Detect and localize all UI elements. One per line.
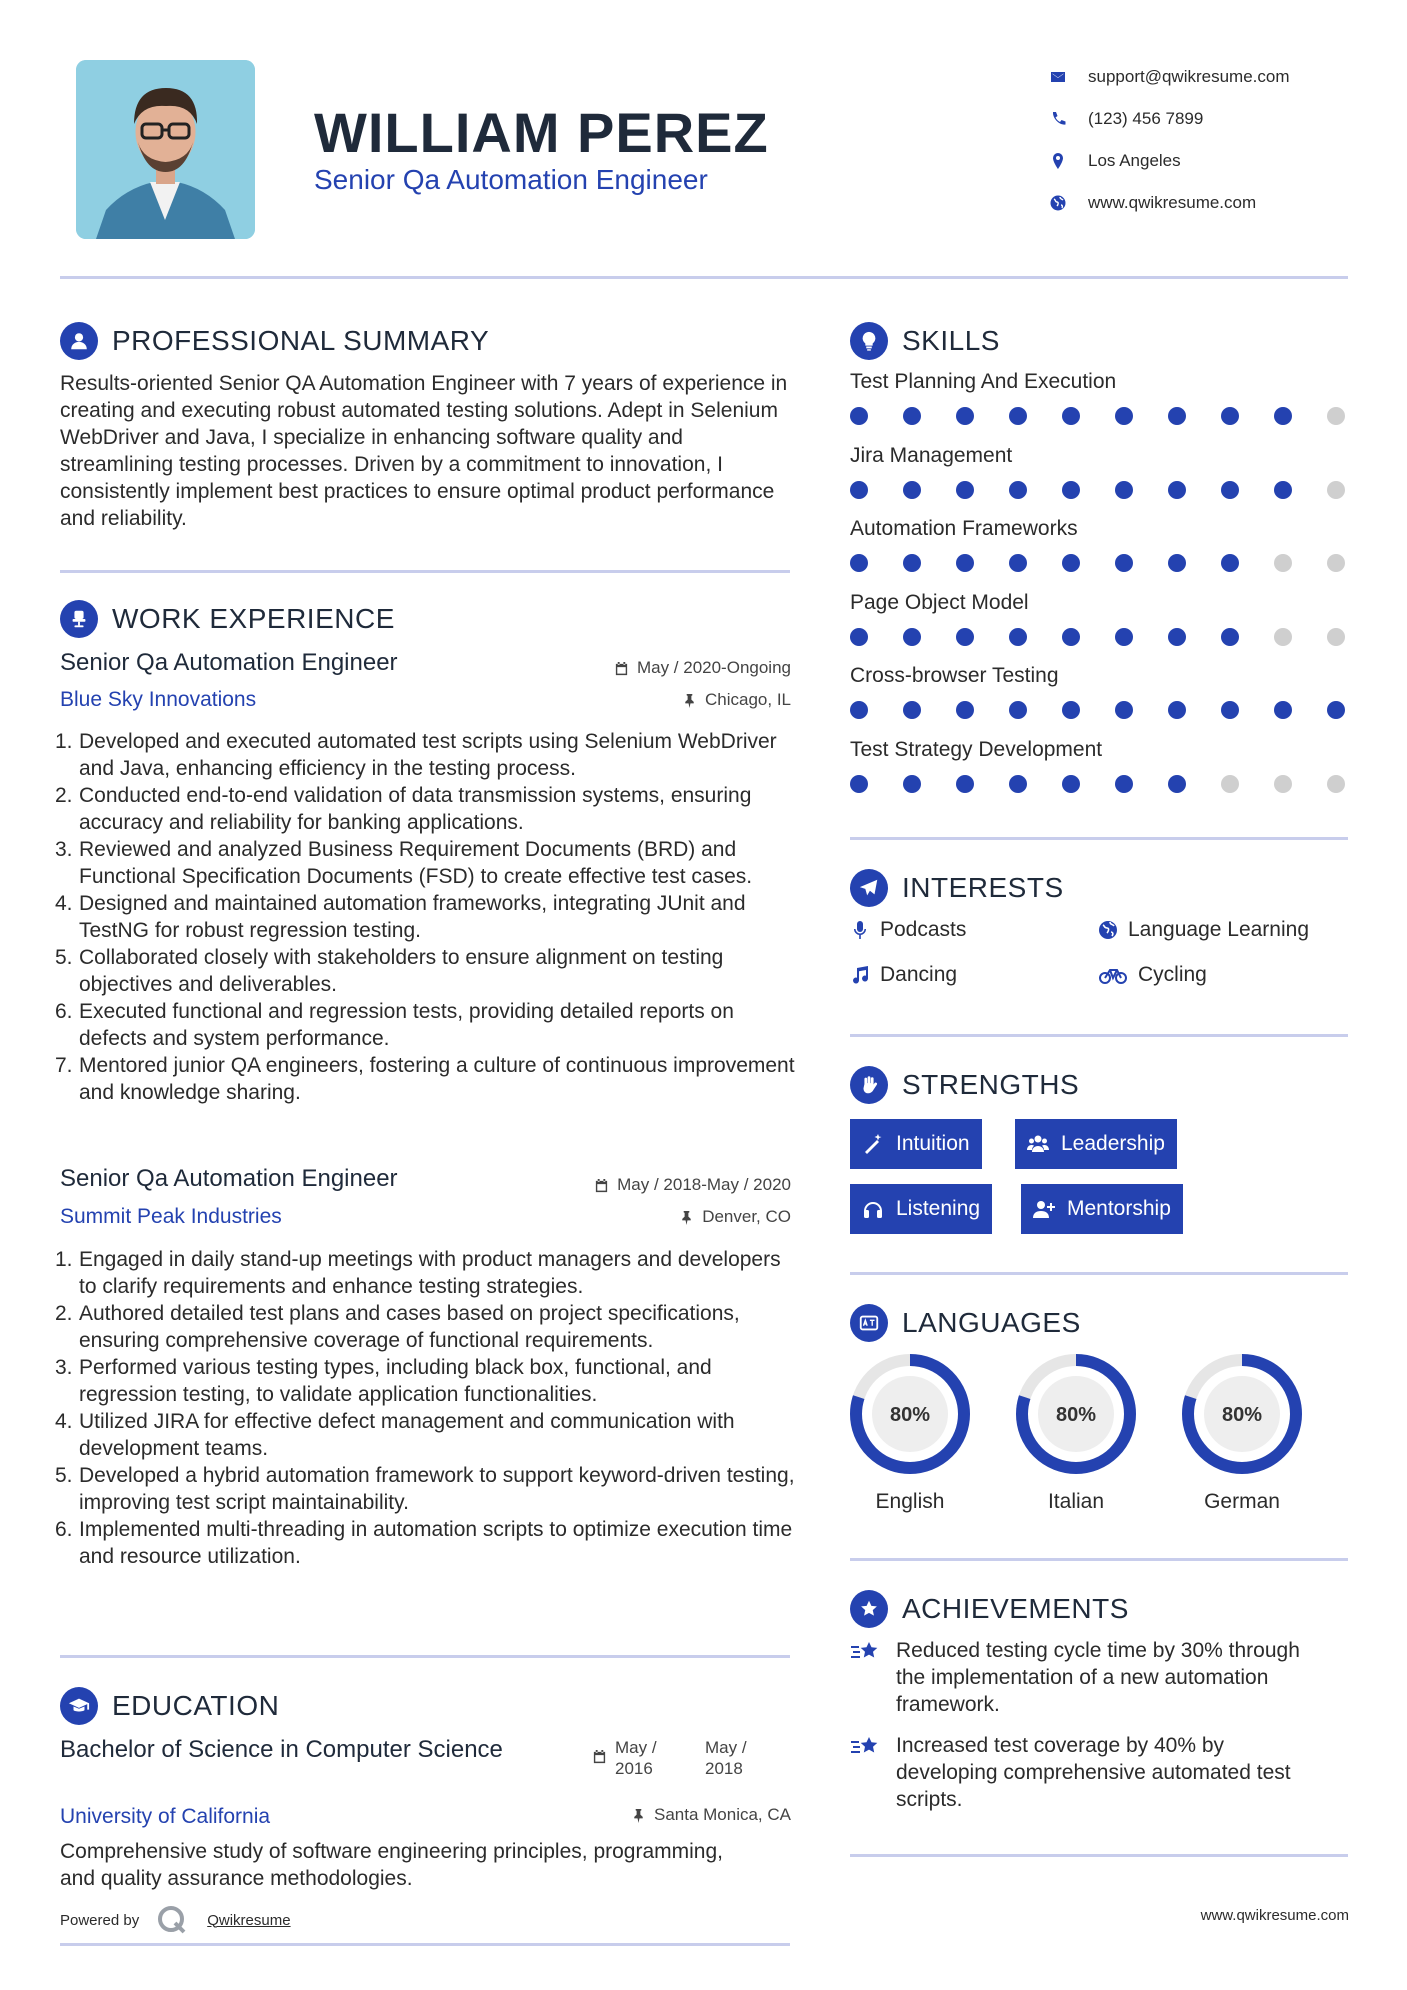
envelope-icon [1050,69,1088,85]
language-name: Italian [1047,1490,1105,1513]
rating-dot-filled [1221,554,1239,572]
rating-dot-filled [1062,407,1080,425]
rating-dot-filled [1009,554,1027,572]
rating-dot-filled [1327,701,1345,719]
pushpin-icon [682,693,697,708]
music-note-icon [850,965,870,985]
job-1-bullets [55,728,800,1106]
skill-name: Jira Management [850,443,1013,467]
candidate-title: Senior Qa Automation Engineer [314,164,708,195]
rating-dot-filled [1168,554,1186,572]
achievements-divider [850,1854,1348,1857]
rating-dot-filled [956,481,974,499]
map-pin-icon [1050,153,1088,169]
education-date-end: May / 2018 [705,1738,747,1778]
rating-dot-filled [956,554,974,572]
rating-dot-filled [903,775,921,793]
strength-listening-label: Listening [896,1197,981,1220]
skill-rating [850,481,1350,501]
achievement-item [850,1732,1320,1813]
rating-dot-filled [1168,775,1186,793]
languages-divider [850,1558,1348,1561]
strengths-divider [850,1272,1348,1275]
star-badge-icon [850,1590,888,1628]
rating-dot-filled [1115,701,1133,719]
interest-dancing-label: Dancing [880,963,958,986]
phone-icon [1050,111,1088,127]
job-2-company: Summit Peak Industries [60,1205,282,1228]
language-item [1014,1352,1138,1514]
powered-by [60,1903,291,1937]
interest-dancing [850,963,957,987]
summary-title: PROFESSIONAL SUMMARY [112,325,490,356]
job-bullet: 6. Implemented multi-threading in automation scripts to optimize execution time and resource utilization. [55,1518,793,1568]
education-date [592,1737,761,1779]
rating-dot-filled [956,407,974,425]
paper-plane-icon [850,869,888,907]
rating-dot-filled [903,481,921,499]
achievements-heading [850,1590,1129,1628]
rating-dot-empty [1274,628,1292,646]
education-heading [60,1687,279,1725]
skill-name: Page Object Model [850,590,1029,614]
summary-heading [60,322,489,360]
rating-dot-filled [1009,481,1027,499]
rating-dot-filled [903,554,921,572]
skill-rating [850,407,1350,427]
job-bullet: 4. Utilized JIRA for effective defect management and communication with development teams. [55,1410,735,1460]
achievement-text-2: Increased test coverage by 40% by developing comprehensive automated test scripts. [896,1734,1291,1811]
rating-dot-empty [1327,554,1345,572]
language-name: German [1204,1490,1280,1513]
contact-email[interactable] [1050,56,1380,98]
strength-leadership [1015,1119,1177,1169]
rating-dot-filled [850,481,868,499]
interest-language-learning-label: Language Learning [1128,918,1310,941]
school-name: University of California [60,1805,271,1828]
skill-rating [850,628,1350,648]
globe-icon [1098,920,1118,940]
achievement-item [850,1637,1320,1718]
rating-dot-filled [956,775,974,793]
education-description: Comprehensive study of software engineering principles, programming, and quality assurance methodologies. [60,1840,723,1890]
contact-phone[interactable] [1050,98,1380,140]
calendar-icon [594,1178,609,1193]
rating-dot-filled [1062,628,1080,646]
contact-location-text: Los Angeles [1088,151,1181,170]
rating-dot-filled [956,628,974,646]
interest-podcasts-label: Podcasts [880,918,967,941]
powered-by-label: Powered by [60,1911,140,1929]
language-percent: 80% [889,1404,931,1426]
strength-leadership-label: Leadership [1061,1132,1165,1155]
footer-divider [60,1943,790,1946]
globe-icon [1050,195,1088,211]
languages-title: LANGUAGES [902,1307,1081,1338]
skill-name: Test Planning And Execution [850,370,1117,393]
rating-dot-empty [1327,628,1345,646]
qwikresume-link[interactable]: Qwikresume [207,1911,291,1929]
strength-mentorship-label: Mentorship [1067,1197,1171,1220]
headphones-icon [862,1198,884,1220]
language-donut [1014,1352,1138,1476]
strength-mentorship [1021,1184,1183,1234]
rating-dot-filled [1115,407,1133,425]
job-bullet: 7. Mentored junior QA engineers, fostering a culture of continuous improvement and knowledge sharing. [55,1054,795,1104]
interest-cycling [1098,963,1207,987]
rating-dot-filled [1221,628,1239,646]
rating-dot-filled [1062,554,1080,572]
rating-dot-filled [1168,407,1186,425]
skills-heading [850,322,1000,360]
rating-dot-filled [1274,481,1292,499]
rating-dot-filled [1009,628,1027,646]
language-item [848,1352,972,1514]
job-bullet: 1. Developed and executed automated test scripts using Selenium WebDriver and Java, enhancing efficiency in the testing process. [55,730,777,780]
degree-title: Bachelor of Science in Computer Science [60,1736,503,1763]
candidate-name: WILLIAM PEREZ [314,101,769,164]
education-date-start: May / 2016 [615,1738,657,1778]
rating-dot-filled [1274,701,1292,719]
education-location [631,1805,791,1825]
rating-dot-filled [1009,701,1027,719]
rating-dot-empty [1274,554,1292,572]
bicycle-icon [1098,965,1128,985]
magic-wand-icon [862,1133,884,1155]
interest-cycling-label: Cycling [1138,963,1207,986]
calendar-icon [614,661,629,676]
chair-icon [60,600,98,638]
interest-podcasts [850,918,966,942]
strength-intuition [850,1119,982,1169]
skills-divider [850,837,1348,840]
rating-dot-filled [1221,701,1239,719]
job-bullet: 1. Engaged in daily stand-up meetings with product managers and developers to clarify requirements and enhance testing strategies. [55,1248,781,1298]
skill-name: Test Strategy Development [850,737,1103,761]
qwikresume-logo-icon [155,1903,189,1937]
rating-dot-filled [1115,554,1133,572]
rating-dot-filled [1062,775,1080,793]
education-title: EDUCATION [112,1690,280,1721]
skill-rating [850,775,1350,795]
rating-dot-filled [1115,481,1133,499]
job-1-date-text: May / 2020-Ongoing [636,658,791,677]
job-bullet: 2. Conducted end-to-end validation of data transmission systems, ensuring accuracy and reliability for banking applications. [55,784,752,834]
job-2-date [594,1175,791,1195]
rating-dot-filled [1168,481,1186,499]
rating-dot-empty [1327,407,1345,425]
microphone-icon [850,920,870,940]
rating-dot-filled [1062,701,1080,719]
strength-listening [850,1184,992,1234]
rating-dot-filled [850,701,868,719]
job-bullet: 2. Authored detailed test plans and cases based on project specifications, ensuring comprehensive coverage of functional requirements. [55,1302,740,1352]
strengths-title: STRENGTHS [902,1069,1080,1100]
rating-dot-filled [1168,628,1186,646]
hand-icon [850,1066,888,1104]
language-donut [848,1352,972,1476]
strength-intuition-label: Intuition [896,1132,970,1155]
job-1-role: Senior Qa Automation Engineer [60,649,398,676]
job-bullet: 5. Developed a hybrid automation framework to support keyword-driven testing, improving test script maintainability. [55,1464,795,1514]
job-1-company: Blue Sky Innovations [60,688,257,711]
rating-dot-empty [1221,775,1239,793]
work-title: WORK EXPERIENCE [112,603,395,634]
rating-dot-filled [956,701,974,719]
job-bullet: 4. Designed and maintained automation frameworks, integrating JUnit and TestNG for robust regression testing. [55,892,746,942]
job-2-date-text: May / 2018-May / 2020 [617,1175,791,1194]
work-heading [60,600,395,638]
summary-text: Results-oriented Senior QA Automation Engineer with 7 years of experience in creating and executing robust automated testing solutions. Adept in Selenium WebDriver and Java, I specialize in enhancing software quality and streamlining testing processes. Driven by a commitment to innovation, I consistently implement best practices to ensure optimal product performance and reliability. [60,372,788,530]
job-1-location [682,690,791,710]
contact-website-text: www.qwikresume.com [1088,193,1257,212]
job-bullet: 3. Performed various testing types, including black box, functional, and regression testing, to validate application functionalities. [55,1356,712,1406]
lightbulb-icon [850,322,888,360]
rating-dot-empty [1327,775,1345,793]
rating-dot-filled [1274,407,1292,425]
interests-title: INTERESTS [902,872,1064,903]
users-icon [1027,1133,1049,1155]
job-bullet: 6. Executed functional and regression tests, providing detailed reports on defects and system performance. [55,1000,734,1050]
interests-divider [850,1034,1348,1037]
language-name: English [875,1490,945,1513]
rating-dot-filled [903,701,921,719]
graduation-cap-icon [60,1687,98,1725]
rating-dot-filled [850,554,868,572]
work-divider [60,1655,790,1658]
rating-dot-filled [1168,701,1186,719]
calendar-icon [592,1749,607,1764]
shooting-star-icon [850,1639,882,1667]
job-2-bullets [55,1246,800,1570]
language-percent: 80% [1055,1404,1097,1426]
rating-dot-filled [1221,407,1239,425]
rating-dot-empty [1274,775,1292,793]
rating-dot-filled [1062,481,1080,499]
achievement-text-1: Reduced testing cycle time by 30% through the implementation of a new automation framework. [896,1639,1300,1716]
profile-photo [76,60,255,239]
skills-title: SKILLS [902,325,1000,356]
pushpin-icon [679,1210,694,1225]
strengths-heading [850,1066,1079,1104]
language-item [1180,1352,1304,1514]
pushpin-icon [631,1808,646,1823]
language-percent: 80% [1221,1404,1263,1426]
interest-language-learning [1098,918,1309,942]
contact-list [1050,56,1380,224]
user-icon [60,322,98,360]
rating-dot-filled [1115,775,1133,793]
rating-dot-filled [1009,775,1027,793]
header-divider [60,276,1348,279]
job-2-role: Senior Qa Automation Engineer [60,1165,398,1192]
skill-name: Automation Frameworks [850,517,1078,540]
contact-email-text: support@qwikresume.com [1088,67,1290,86]
skill-rating [850,701,1350,721]
interests-heading [850,869,1064,907]
rating-dot-filled [903,407,921,425]
job-bullet: 5. Collaborated closely with stakeholders to ensure alignment on testing objectives and deliverables. [55,946,724,996]
rating-dot-filled [903,628,921,646]
rating-dot-filled [1221,481,1239,499]
summary-divider [60,570,790,573]
language-card-icon [850,1304,888,1342]
rating-dot-filled [1115,628,1133,646]
skill-rating [850,554,1350,574]
footer-website[interactable]: www.qwikresume.com [1200,1907,1349,1924]
rating-dot-empty [1327,481,1345,499]
contact-phone-text: (123) 456 7899 [1088,109,1204,128]
education-location-text: Santa Monica, CA [653,1805,791,1824]
job-2-location-text: Denver, CO [702,1207,791,1226]
rating-dot-filled [850,407,868,425]
contact-website[interactable] [1050,182,1380,224]
rating-dot-filled [850,775,868,793]
job-bullet: 3. Reviewed and analyzed Business Requirement Documents (BRD) and Functional Specification Documents (FSD) to create effective test cases. [55,838,753,888]
rating-dot-filled [850,628,868,646]
shooting-star-icon [850,1734,882,1762]
job-1-date [614,658,791,678]
contact-location [1050,140,1380,182]
achievements-title: ACHIEVEMENTS [902,1593,1129,1624]
languages-heading [850,1304,1081,1342]
language-donut [1180,1352,1304,1476]
job-2-location [679,1207,791,1227]
skill-name: Cross-browser Testing [850,664,1059,687]
user-plus-icon [1033,1198,1055,1220]
job-1-location-text: Chicago, IL [705,690,791,709]
rating-dot-filled [1009,407,1027,425]
